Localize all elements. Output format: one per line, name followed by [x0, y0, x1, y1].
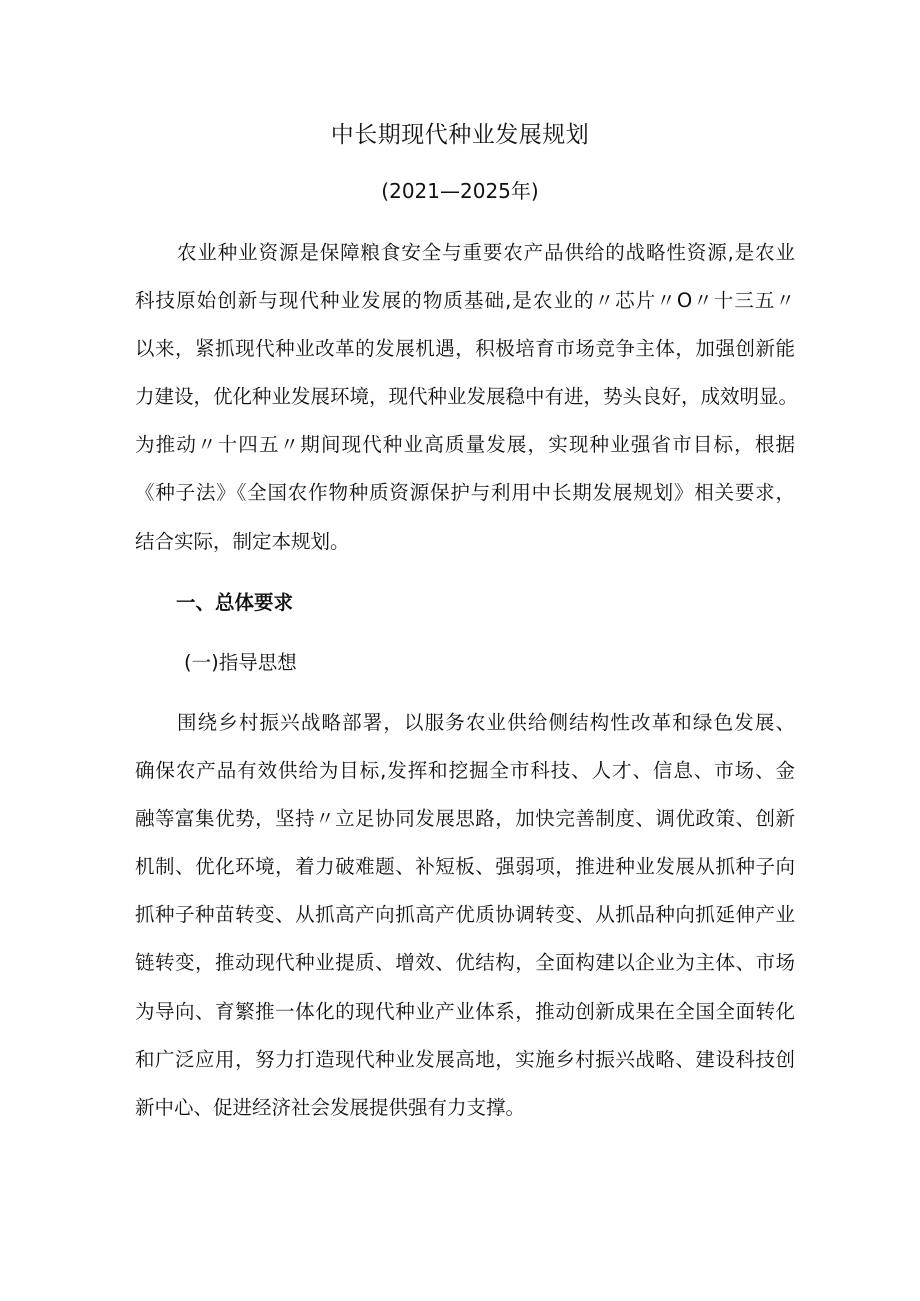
paragraph-line: 农业种业资源是保障粮食安全与重要农产品供给的战略性资源,是农业 — [177, 241, 795, 264]
intro-paragraph — [135, 229, 799, 566]
paragraph-line: 结合实际，制定本规划。 — [135, 529, 350, 553]
document-title: 中长期现代种业发展规划 — [330, 122, 590, 148]
paragraph-line: 和广泛应用，努力打造现代种业发展高地，实施乡村振兴战略、建设科技创 — [135, 1047, 795, 1071]
document-subtitle: (2021—2025年) — [381, 179, 539, 203]
paragraph-line: 机制、优化环境，着力破难题、补短板、强弱项，推进种业发展从抓种子向 — [135, 855, 795, 879]
guiding-ideology-paragraph — [135, 699, 795, 1132]
subsection-heading: (一)指导思想 — [184, 651, 297, 674]
paragraph-line: 《种子法》《全国农作物种质资源保护与利用中长期发展规划》相关要求， — [135, 481, 795, 505]
paragraph-line: 融等富集优势，坚持〃立足协同发展思路，加快完善制度、调优政策、创新 — [135, 807, 795, 831]
paragraph-line: 为导向、育繁推一体化的现代种业产业体系，推动创新成果在全国全面转化 — [135, 999, 795, 1023]
paragraph-line: 链转变，推动现代种业提质、增效、优结构，全面构建以企业为主体、市场 — [135, 951, 795, 975]
paragraph-line: 为推动〃十四五〃期间现代种业高质量发展，实现种业强省市目标，根据 — [135, 433, 795, 457]
paragraph-line: 围绕乡村振兴战略部署，以服务农业供给侧结构性改革和绿色发展、 — [177, 711, 795, 734]
paragraph-line: 抓种子种苗转变、从抓高产向抓高产优质协调转变、从抓品种向抓延伸产业 — [135, 903, 795, 927]
paragraph-line: 科技原始创新与现代种业发展的物质基础,是农业的〃芯片〃O〃十三五〃 — [135, 289, 795, 313]
paragraph-line: 力建设，优化种业发展环境，现代种业发展稳中有进，势头良好，成效明显。 — [135, 385, 799, 409]
paragraph-line: 确保农产品有效供给为目标,发挥和挖掘全市科技、人才、信息、市场、金 — [135, 759, 795, 783]
paragraph-line: 新中心、促进经济社会发展提供强有力支撑。 — [135, 1095, 526, 1119]
section-heading: 一、总体要求 — [176, 591, 294, 614]
paragraph-line: 以来，紧抓现代种业改革的发展机遇，积极培育市场竞争主体，加强创新能 — [135, 337, 795, 361]
